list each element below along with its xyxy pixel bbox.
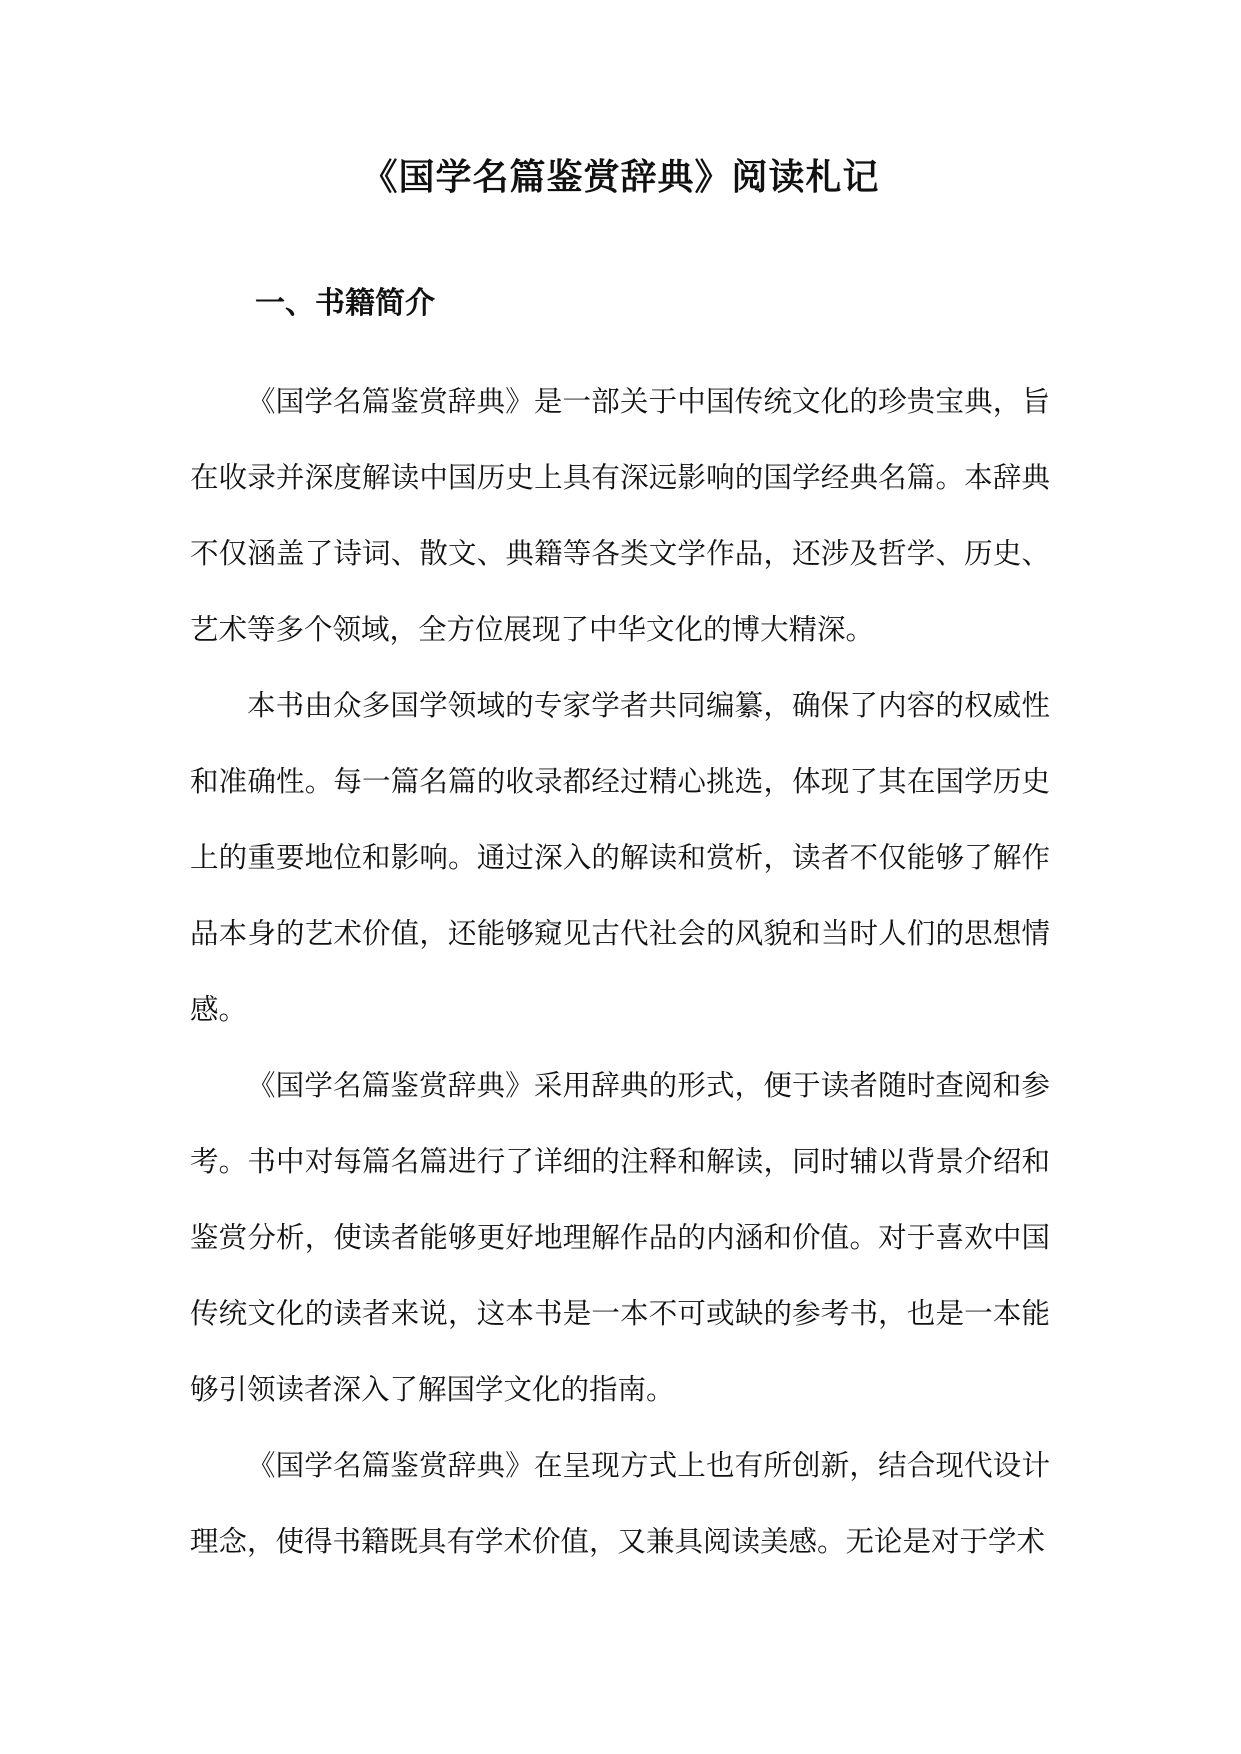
paragraph: 《国学名篇鉴赏辞典》采用辞典的形式，便于读者随时查阅和参考。书中对每篇名篇进行了详细的注释和解读，同时辅以背景介绍和鉴赏分析，使读者能够更好地理解作品的内涵和价值。对于喜欢中国传统文化的读者来说，这本书是一本不可或缺的参考书，也是一本能够引领读者深入了解国学文化的指南。 <box>190 1069 1050 1406</box>
body-text <box>190 364 1050 1580</box>
document-title: 《国学名篇鉴赏辞典》阅读札记 <box>361 157 880 198</box>
paragraph: 本书由众多国学领域的专家学者共同编纂，确保了内容的权威性和准确性。每一篇名篇的收录都经过精心挑选，体现了其在国学历史上的重要地位和影响。通过深入的解读和赏析，读者不仅能够了解作品本身的艺术价值，还能够窥见古代社会的风貌和当时人们的思想情感。 <box>190 689 1050 1026</box>
paragraph: 《国学名篇鉴赏辞典》在呈现方式上也有所创新，结合现代设计理念，使得书籍既具有学术价值，又兼具阅读美感。无论是对于学术 <box>190 1449 1050 1558</box>
paragraph: 《国学名篇鉴赏辞典》是一部关于中国传统文化的珍贵宝典，旨在收录并深度解读中国历史上具有深远影响的国学经典名篇。本辞典不仅涵盖了诗词、散文、典籍等各类文学作品，还涉及哲学、历史、艺术等多个领域，全方位展现了中华文化的博大精深。 <box>190 385 1050 646</box>
section-heading: 一、书籍简介 <box>255 286 435 321</box>
